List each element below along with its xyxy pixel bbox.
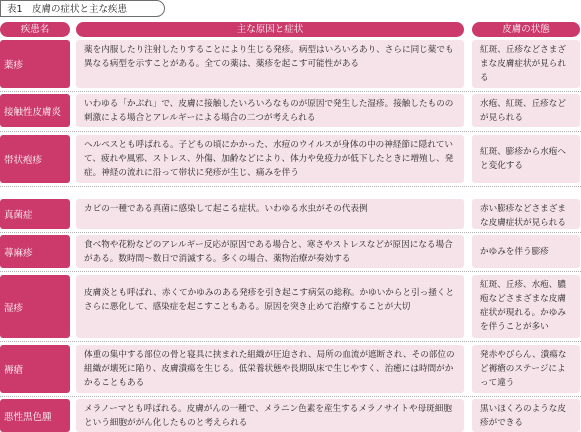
disease-name: 薬疹 [0,40,70,88]
skin-state: 紅斑、丘疹、水疱、膿疱などさまざまな皮膚症状が現れる。かゆみを伴うことが多い [472,275,580,338]
disease-name: 褥瘡 [0,345,70,393]
table-row [0,40,581,88]
disease-name: 悪性黒色腫 [0,399,70,432]
table-row [0,399,581,432]
table-title: 表1 皮膚の症状と主な疾患 [0,0,165,17]
cause-symptom: カビの一種である真菌に感染して起こる症状。いわゆる水虫がその代表例 [76,199,464,229]
cause-symptom: メラノーマとも呼ばれる。皮膚がんの一種で、メラニン色素を産生するメラノサイトや母斑細胞という細胞ががん化したものと考えられる [76,399,464,432]
header-skin-state: 皮膚の状態 [472,22,580,37]
cause-symptom: 皮膚炎とも呼ばれ、赤くてかゆみのある発疹を引き起こす病気の総称。かゆいからと引っ掻くとさらに悪化して、感染症を起こすこともある。原因を突き止めて治療することが大切 [76,275,464,338]
skin-state: 水疱、紅斑、丘疹などが見られる [472,94,580,127]
skin-state: 紅斑、膨疹から水疱へと変化する [472,135,580,183]
header-disease-name: 疾患名 [0,22,70,37]
row-divider [0,186,581,187]
table-row [0,135,581,183]
disease-name: 真菌症 [0,199,70,229]
row-divider [0,271,581,272]
header-cause-symptom: 主な原因と症状 [76,22,464,37]
row-divider [0,232,581,233]
disease-name: 蕁麻疹 [0,235,70,268]
disease-name: 帯状疱疹 [0,135,70,183]
row-divider [0,131,581,132]
cause-symptom: ヘルペスとも呼ばれる。子どもの頃にかかった、水痘のウイルスが身体の中の神経節に隠れていて、疲れや風邪、ストレス、外傷、加齢などにより、体力や免疫力が低下したときに増殖し、発症。神経の流れに沿って帯状に発疹が生じ、痛みを伴う [76,135,464,183]
disease-name: 湿疹 [0,275,70,338]
table-row [0,199,581,229]
row-divider [0,396,581,397]
disease-name: 接触性皮膚炎 [0,94,70,127]
skin-state: かゆみを伴う膨疹 [472,235,580,268]
table-row [0,275,581,338]
skin-state: 紅斑、丘疹などさまざまな皮膚症状が見られる [472,40,580,88]
table-row [0,94,581,127]
skin-state: 発赤やびらん、潰瘍など褥瘡のステージによって違う [472,345,580,393]
cause-symptom: 薬を内服したり注射したりすることにより生じる発疹。病型はいろいろあり、さらに同じ薬でも異なる病型を示すことがある。全ての薬は、薬疹を起こす可能性がある [76,40,464,88]
row-divider [0,341,581,342]
table-row [0,345,581,393]
cause-symptom: 体重の集中する部位の骨と寝具に挟まれた組織が圧迫され、局所の血流が遮断され、その部位の組織が壊死に陥り、皮膚潰瘍を生じる。低栄養状態や長期臥床で生じやすく、治癒には時間がかかることもある [76,345,464,393]
cause-symptom: 食べ物や花粉などのアレルギー反応が原因である場合と、寒さやストレスなどが原因になる場合がある。数時間〜数日で消滅する。多くの場合、薬物治療が奏効する [76,235,464,268]
skin-state: 黒いほくろのような皮疹ができる [472,399,580,432]
table-row [0,235,581,268]
row-divider [0,91,581,92]
cause-symptom: いわゆる「かぶれ」で、皮膚に接触したいろいろなものが原因で発生した湿疹。接触したものの刺激による場合とアレルギーによる場合の二つが考えられる [76,94,464,127]
skin-state: 赤い膨疹などさまざまな皮膚症状が見られる [472,199,580,229]
